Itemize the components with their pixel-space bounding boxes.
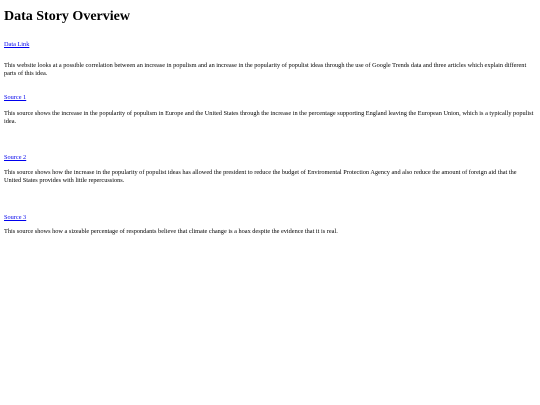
page-title: Data Story Overview bbox=[4, 9, 130, 24]
source-2-link[interactable]: Source 2 bbox=[4, 154, 27, 162]
source-2-link-container bbox=[4, 146, 534, 164]
source-3-link[interactable]: Source 3 bbox=[4, 213, 27, 221]
data-link-container bbox=[4, 33, 534, 51]
source-2-description: This source shows how the increase in the popularity of populist ideas has allowed the president to reduce the budget of Enviromental Protection Agency and also reduce the amount of foreign aid that the United States provides with little repercussions. bbox=[4, 169, 517, 184]
source-3-description: This source shows how a sizeable percentage of respondants believe that climate change is a hoax despite the evidence that it is real. bbox=[4, 227, 338, 235]
data-link[interactable]: Data Link bbox=[4, 41, 30, 48]
source-1-description: This source shows the increase in the popularity of populism in Europe and the United States through the increase in the percentage supporting England leaving the European Union, which is a typically populist idea. bbox=[4, 110, 534, 125]
source-1-link[interactable]: Source 1 bbox=[4, 94, 27, 102]
source-3-link-container bbox=[4, 206, 534, 224]
intro-paragraph: This website looks at a possible correlation between an increase in populism and an increase in the popularity of populist ideas through the use of Google Trends data and three articles which explain different parts of this idea. bbox=[4, 62, 527, 77]
source-1-link-container bbox=[4, 86, 534, 104]
